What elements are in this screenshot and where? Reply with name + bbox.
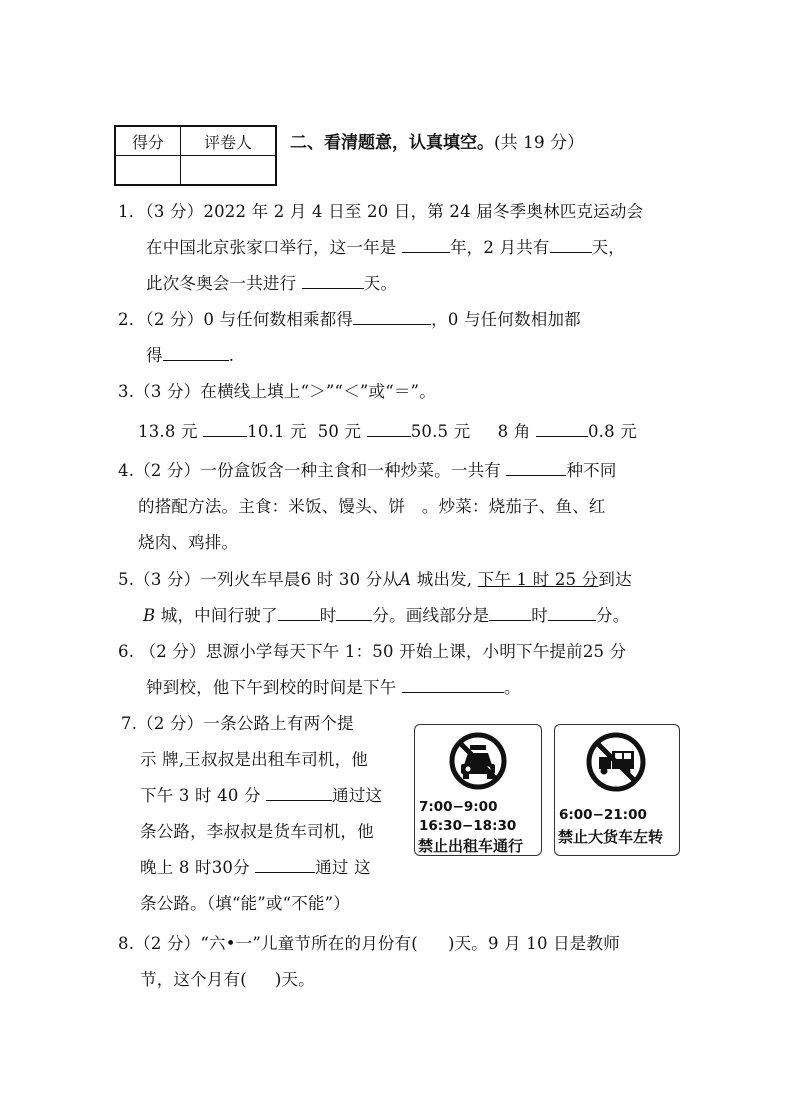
q2-text: 得 <box>146 346 163 365</box>
q5-city-b: B <box>143 606 156 625</box>
q5-blank-hours[interactable] <box>278 606 320 621</box>
q3-text: 8 角 <box>497 422 536 441</box>
sign2-label: 禁止大货车左转 <box>558 828 664 846</box>
q1-blank-duration[interactable] <box>302 274 364 289</box>
q5-text: 城出发, <box>411 570 473 589</box>
q4-line1 <box>118 457 617 481</box>
q7-line3 <box>140 782 382 806</box>
q1-text: 年，2 月共有 <box>449 238 550 257</box>
q3-text: 50.5 元 <box>410 422 471 441</box>
q5-line1 <box>118 566 632 590</box>
q5-text: 分。画线部分是 <box>372 606 490 625</box>
q4-blank[interactable] <box>506 461 566 476</box>
q8-text: )天。 <box>274 970 315 989</box>
q3-blank-3[interactable] <box>536 422 588 437</box>
q6-line1: 6. （2 分）思源小学每天下午 1：50 开始上课，小明下午提前25 分 <box>118 642 627 661</box>
q8-text: )天。9 月 10 日是教师 <box>447 934 620 953</box>
q2-line2 <box>146 342 234 366</box>
q3-text: 10.1 元 <box>247 422 307 441</box>
q5-text: 到达 <box>598 570 632 589</box>
q7-line1: 7.（2 分）一条公路上有两个提 <box>121 714 354 733</box>
sign2-time1: 6:00−21:00 <box>559 807 647 823</box>
q2-text: ，0 与任何数相加都 <box>431 310 581 329</box>
q8-text: 8.（2 分）“六•一”儿童节所在的月份有( <box>118 934 418 953</box>
q5-underlined-time: 下午 1 时 25 分 <box>477 570 599 589</box>
q2-text: . <box>228 346 235 365</box>
q7-text: 通过 这 <box>315 858 371 877</box>
q1-line3 <box>146 270 397 294</box>
q7-text: 下午 3 时 40 分 <box>140 786 267 805</box>
score-header: 得分 <box>115 126 181 156</box>
q2-text: 2．（2 分）0 与任何数相乘都得 <box>118 310 354 329</box>
q8-line2 <box>140 966 315 990</box>
q1-line1: 1．（3 分）2022 年 2 月 4 日至 20 日，第 24 届冬季奥林匹克运动会 <box>118 202 644 221</box>
q7-line6: 条公路。（填“能”或“不能”） <box>140 894 350 913</box>
q2-blank-multiply[interactable] <box>353 310 431 325</box>
score-cell[interactable] <box>115 156 181 186</box>
q3-text: 0.8 元 <box>587 422 637 441</box>
q5-blank-minutes[interactable] <box>336 606 372 621</box>
q4-text: 种不同 <box>566 461 617 480</box>
no-taxi-sign <box>414 724 542 856</box>
q3-text: 13.8 元 <box>138 422 204 441</box>
no-truck-icon <box>585 731 647 793</box>
q6-blank[interactable] <box>402 678 504 693</box>
q2-line1 <box>118 306 581 330</box>
q5-text: 5.（3 分）一列火车早晨6 时 30 分从 <box>118 570 400 589</box>
q5-blank-minutes-2[interactable] <box>548 606 596 621</box>
q3-blank-1[interactable] <box>203 422 247 437</box>
section-title-text: 二、看清题意，认真填空。 <box>290 133 494 153</box>
q5-text: 时 <box>531 606 548 625</box>
section-points: (共 19 分） <box>494 133 585 153</box>
q1-text: 天， <box>591 238 626 257</box>
q6-line2 <box>146 674 521 698</box>
q7-blank-truck[interactable] <box>255 858 315 873</box>
sign1-label: 禁止出租车通行 <box>418 837 524 855</box>
sign1-time2: 16:30−18:30 <box>419 818 517 834</box>
q2-blank-add[interactable] <box>163 346 229 361</box>
q3-line1: 3.（3 分）在横线上填上“＞”“＜”或“＝”。 <box>118 382 436 401</box>
q7-line2: 示 牌,王叔叔是出租车司机，他 <box>140 750 368 769</box>
q4-line2: 的搭配方法。主食：米饭、馒头、饼 。炒菜：烧茄子、鱼、红 <box>138 497 606 516</box>
grader-cell[interactable] <box>181 156 277 186</box>
q5-city-a: A <box>399 570 412 589</box>
q5-text: 城，中间行驶了 <box>155 606 278 625</box>
q1-line2 <box>146 234 625 258</box>
q8-line1 <box>118 930 620 954</box>
q3-text: 50 元 <box>317 422 367 441</box>
q6-text: 钟到校，他下午到校的时间是下午 <box>146 678 402 697</box>
sign1-time1: 7:00−9:00 <box>419 799 498 815</box>
q5-line2 <box>143 602 629 626</box>
q7-text: 通过这 <box>332 786 383 805</box>
q7-line4: 条公路，李叔叔是货车司机，他 <box>140 822 374 841</box>
q8-text: 节，这个月有( <box>140 970 247 989</box>
q1-text: 天。 <box>363 274 398 293</box>
q5-text: 分。 <box>596 606 630 625</box>
q1-blank-days[interactable] <box>550 238 592 253</box>
no-truck-sign <box>554 724 680 856</box>
q1-text: 在中国北京张家口举行，这一年是 <box>146 238 402 257</box>
no-taxi-icon <box>448 731 508 791</box>
grader-header: 评卷人 <box>181 126 277 156</box>
q1-text: 此次冬奥会一共进行 <box>146 274 302 293</box>
q4-line3: 烧肉、鸡排。 <box>138 533 239 552</box>
q6-text: 。 <box>503 678 521 697</box>
q3-comparisons <box>138 418 637 442</box>
section-title <box>290 128 584 153</box>
q7-text: 晚上 8 时30分 <box>140 858 256 877</box>
q4-text: 4.（2 分）一份盒饭含一种主食和一种炒菜。一共有 <box>118 461 507 480</box>
q5-text: 时 <box>319 606 337 625</box>
q7-line5 <box>140 854 371 878</box>
q5-blank-hours-2[interactable] <box>489 606 531 621</box>
q1-blank-year[interactable] <box>402 238 450 253</box>
q3-blank-2[interactable] <box>367 422 411 437</box>
q7-blank-taxi[interactable] <box>266 786 332 801</box>
score-table <box>114 125 277 186</box>
